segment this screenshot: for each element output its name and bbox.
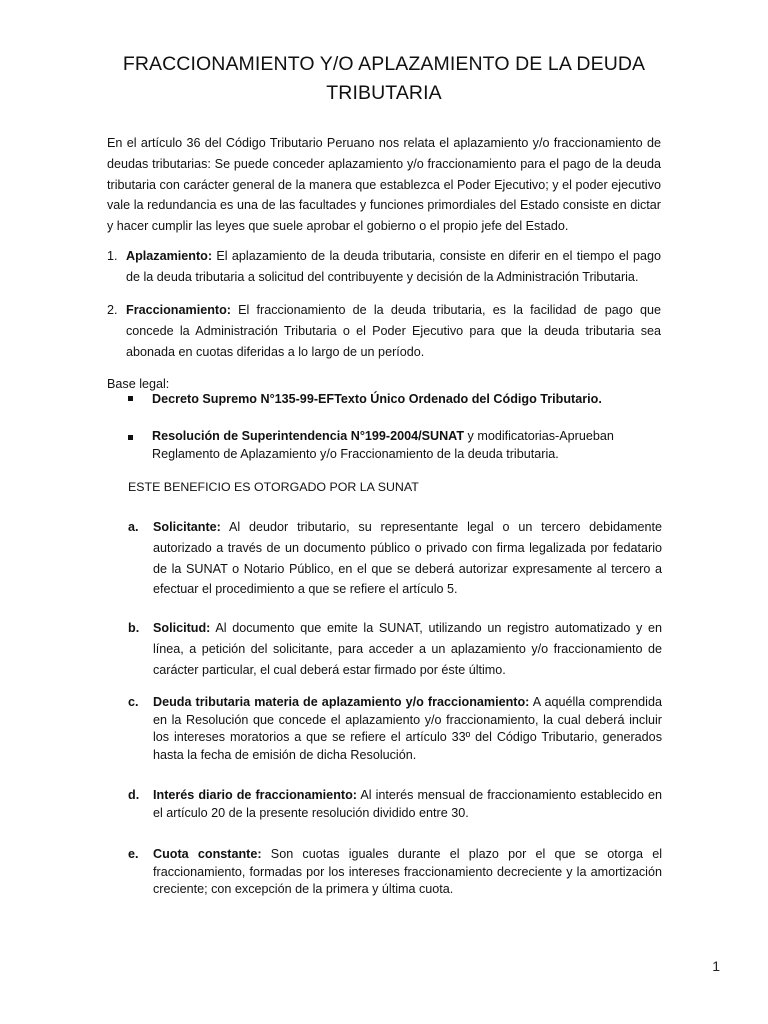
- term-label: Solicitud:: [153, 621, 211, 635]
- square-bullet-icon: [128, 396, 133, 401]
- term-description: Son cuotas iguales durante el plazo por el que se otorga el fraccionamiento, formadas por los intereses fraccionamiento decreciente y la amortización creciente; con excepción de la primera y última cuota.: [153, 847, 663, 897]
- term-label: Cuota constante:: [153, 847, 262, 861]
- definition-content: [153, 846, 662, 899]
- base-legal-label: Base legal:: [107, 377, 170, 391]
- term-label: Interés diario de fraccionamiento:: [153, 788, 357, 802]
- list-letter: a.: [128, 520, 139, 534]
- legal-description: y modificatorias-Aprueban Reglamento de Aplazamiento y/o Fraccionamiento de la deuda tributaria.: [152, 429, 614, 461]
- definition-content: [153, 517, 662, 600]
- list-number: 1.: [107, 249, 118, 263]
- term-description: El aplazamiento de la deuda tributaria, consiste en diferir en el tiempo el pago de la deuda tributaria a solicitud del contribuyente y decisión de la Administración Tributaria.: [126, 249, 661, 284]
- page-number: 1: [712, 958, 720, 974]
- definition-content: [153, 787, 662, 822]
- term-description: Al deudor tributario, su representante legal o un tercero debidamente autorizado a través de un documento público o privado con firma legalizada por fedatario de la SUNAT o Notario Público, en el que se deberá autorizar expresamente al tercero a efectuar el procedimiento a que se refiere el artículo 5.: [153, 520, 662, 597]
- list-letter: b.: [128, 621, 140, 635]
- document-title: FRACCIONAMIENTO Y/O APLAZAMIENTO DE LA DEUDA TRIBUTARIA: [122, 53, 646, 104]
- list-number: 2.: [107, 303, 118, 317]
- square-bullet-icon: [128, 435, 133, 440]
- definition-cuota-constante: [128, 846, 662, 899]
- term-description: A aquélla comprendida en la Resolución que concede el aplazamiento y/o fraccionamiento, la cual deberá incluir los intereses moratorios a que se refiere el artículo 33º del Código Tributario, generados hasta la fecha de emisión de dicha Resolución.: [153, 695, 662, 762]
- definition-content: [153, 618, 662, 680]
- term-label: Solicitante:: [153, 520, 221, 534]
- term-description: El fraccionamiento de la deuda tributaria, es la facilidad de pago que concede la Administración Tributaria o el Poder Ejecutivo para que la deuda tributaria sea abonada en cuotas diferidas a lo largo de un período.: [126, 303, 661, 359]
- numbered-item-aplazamiento: [107, 246, 661, 288]
- definition-content: [153, 694, 662, 764]
- benefit-heading: ESTE BENEFICIO ES OTORGADO POR LA SUNAT: [128, 480, 419, 494]
- term-label: Deuda tributaria materia de aplazamiento y/o fraccionamiento:: [153, 695, 530, 709]
- list-item-content: [126, 246, 661, 288]
- legal-reference: Resolución de Superintendencia N°199-2004/SUNAT: [152, 429, 465, 443]
- list-letter: d.: [128, 788, 140, 802]
- list-letter: e.: [128, 847, 139, 861]
- definition-solicitante: [128, 517, 662, 600]
- numbered-item-fraccionamiento: [107, 300, 661, 362]
- bullet-item-resolucion: [128, 428, 661, 463]
- list-item-content: [126, 300, 661, 362]
- bullet-content: [152, 389, 661, 410]
- term-label: Fraccionamiento:: [126, 303, 231, 317]
- term-description: Al interés mensual de fraccionamiento establecido en el artículo 20 de la presente resolución dividido entre 30.: [153, 788, 662, 820]
- legal-reference: Decreto Supremo N°135-99-EFTexto Único Ordenado del Código Tributario.: [152, 392, 602, 406]
- list-letter: c.: [128, 695, 139, 709]
- intro-paragraph: En el artículo 36 del Código Tributario Peruano nos relata el aplazamiento y/o fraccionamiento de deudas tributarias: Se puede conceder aplazamiento y/o fraccionamiento para el pago de la deuda tributaria con carácter general de la manera que establezca el Poder Ejecutivo; y el poder ejecutivo vale la redundancia es una de las facultades y funciones primordiales del Estado consiste en dictar y hacer cumplir las leyes que suele aprobar el gobierno o el propio jefe del Estado.: [107, 136, 661, 234]
- definition-interes-diario: [128, 787, 662, 822]
- term-label: Aplazamiento:: [126, 249, 213, 263]
- term-description: Al documento que emite la SUNAT, utilizando un registro automatizado y en línea, a petición del solicitante, para acceder a un aplazamiento y/o fraccionamiento de carácter particular, el cual deberá estar firmado por éste último.: [153, 621, 662, 677]
- bullet-content: [152, 428, 661, 463]
- definition-solicitud: [128, 618, 662, 680]
- definition-deuda-tributaria: [128, 694, 662, 764]
- bullet-item-decreto: [128, 389, 661, 410]
